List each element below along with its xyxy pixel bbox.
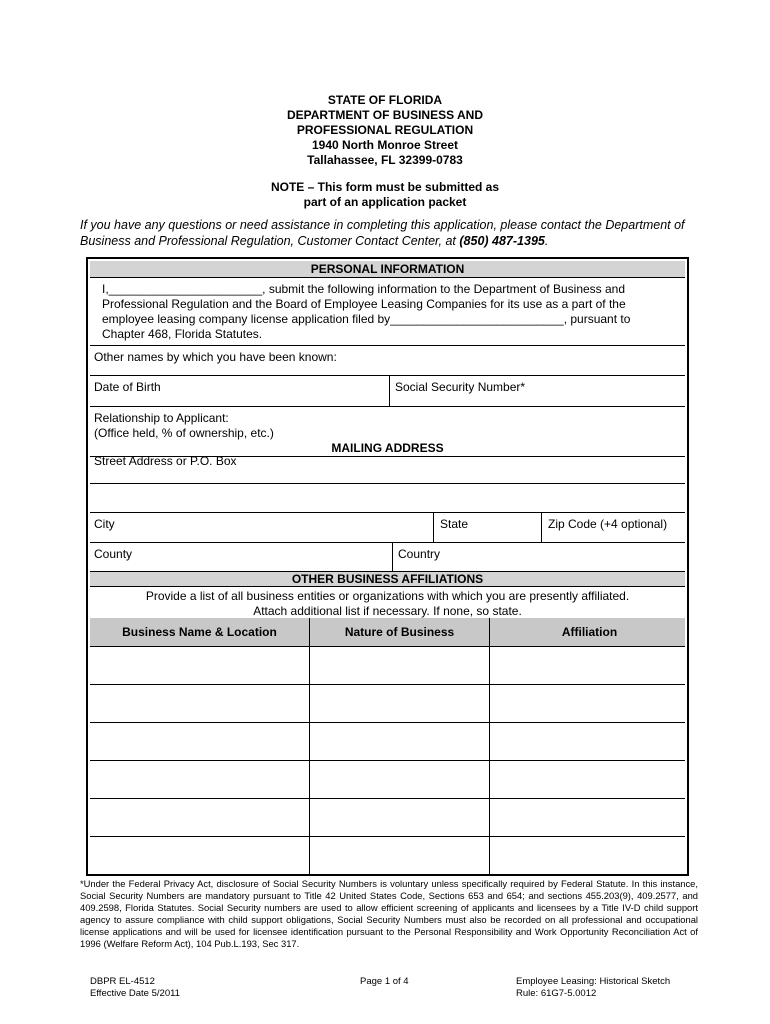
header-city: Tallahassee, FL 32399-0783 [307,153,463,167]
affiliations-instruction-1: Provide a list of all business entities or organizations with which you are presently affiliated. [145,589,630,603]
table-row[interactable] [90,837,685,875]
applicant-statement: I,_______________________, submit the following information to the Department of Business and Professional Regulation and the Board of Employee Leasing Companies for its use as a part of the employee leasing company license application filed by__________________________, pursuant to Chapter 468, Florida Statutes. [102,282,631,341]
header-state: STATE OF FLORIDA [327,93,443,107]
table-row[interactable] [90,761,685,799]
header-department: DEPARTMENT OF BUSINESS AND [286,108,483,122]
header-regulation: PROFESSIONAL REGULATION [296,123,474,137]
table-row[interactable] [90,647,685,685]
note-line-1: NOTE – This form must be submitted as [270,180,500,194]
footer-right [516,976,670,1000]
table-row[interactable] [90,685,685,723]
intro-text: If you have any questions or need assistance in completing this application, please contact the Department of Business and Professional Regulation, Customer Contact Center, at [80,218,685,248]
intro-period: . [544,234,549,248]
affiliations-table [90,618,685,875]
city-label: City [94,517,115,531]
state-field[interactable] [434,513,541,542]
personal-info-heading-label: PERSONAL INFORMATION [310,262,465,276]
state-label: State [440,517,469,531]
form-header [0,93,770,210]
col-business-name: Business Name & Location [122,625,277,639]
dob-field[interactable] [90,376,389,406]
table-row[interactable] [90,799,685,837]
contact-phone: (850) 487-1395 [459,234,545,248]
relationship-field[interactable] [90,407,685,440]
relationship-label-line1: Relationship to Applicant: [94,411,229,425]
application-form [86,257,689,876]
applicant-statement-field[interactable] [90,278,685,346]
relationship-label [90,407,278,441]
contact-instructions [80,217,700,249]
street-address-line2[interactable] [90,484,685,513]
col-affiliation: Affiliation [561,625,618,639]
zip-label: Zip Code (+4 optional) [548,517,668,531]
table-col-divider-2 [489,618,490,875]
footer-rule: Rule: 61G7-5.0012 [516,988,597,999]
country-label: Country [398,547,441,561]
affiliations-heading [90,572,685,587]
note-line-2: part of an application packet [303,195,467,209]
affiliations-heading-label: OTHER BUSINESS AFFILIATIONS [291,572,484,586]
city-state-zip-row [90,513,685,543]
privacy-act-notice: *Under the Federal Privacy Act, disclosure of Social Security Numbers is voluntary unless specifically required by Federal Statute. In this instance, Social Security Numbers are mandatory pursuant to Title 42 United States Code, Sections 653 and 654; and sections 455.203(9), 409.2577, and 409.2598, Florida Statutes. Social Security numbers are used to allow efficient screening of applicants and licensees by a Title IV-D child support agency to assure compliance with child support obligations, Social Security Numbers must also be recorded on all professional and occupational license applications and will be used for licensee identification pursuant to the Personal Responsibility and Work Opportunity Reconciliation Act of 1996 (Welfare Reform Act), 104 Pub.L.193, Sec 317. [80,878,698,949]
header-street: 1940 North Monroe Street [311,138,459,152]
ssn-label: Social Security Number* [395,380,526,394]
affiliations-instructions [90,587,685,618]
ssn-field[interactable] [390,376,685,406]
form-number: DBPR EL-4512 [90,976,155,987]
county-label: County [94,547,133,561]
country-field[interactable] [393,543,685,571]
affiliations-instruction-2: Attach additional list if necessary. If none, so state. [253,604,522,618]
col-nature: Nature of Business [344,625,455,639]
effective-date: Effective Date 5/2011 [90,988,180,999]
county-field[interactable] [90,543,392,571]
personal-info-heading [90,261,685,278]
other-names-field[interactable] [90,346,685,376]
affiliations-table-header [90,618,685,647]
page-number: Page 1 of 4 [360,976,409,987]
zip-field[interactable] [542,513,685,542]
relationship-label-line2: (Office held, % of ownership, etc.) [94,426,274,440]
street-address-label: Street Address or P.O. Box [94,454,237,468]
dob-label: Date of Birth [94,380,161,394]
street-address-field[interactable] [90,455,685,484]
city-field[interactable] [90,513,433,542]
dob-ssn-row [90,376,685,407]
county-country-row [90,543,685,572]
table-row[interactable] [90,723,685,761]
table-col-divider-1 [309,618,310,875]
footer-left [90,976,180,1000]
other-names-label: Other names by which you have been known: [94,350,337,364]
mailing-address-heading-label: MAILING ADDRESS [331,441,444,455]
footer-title: Employee Leasing: Historical Sketch [516,976,671,987]
